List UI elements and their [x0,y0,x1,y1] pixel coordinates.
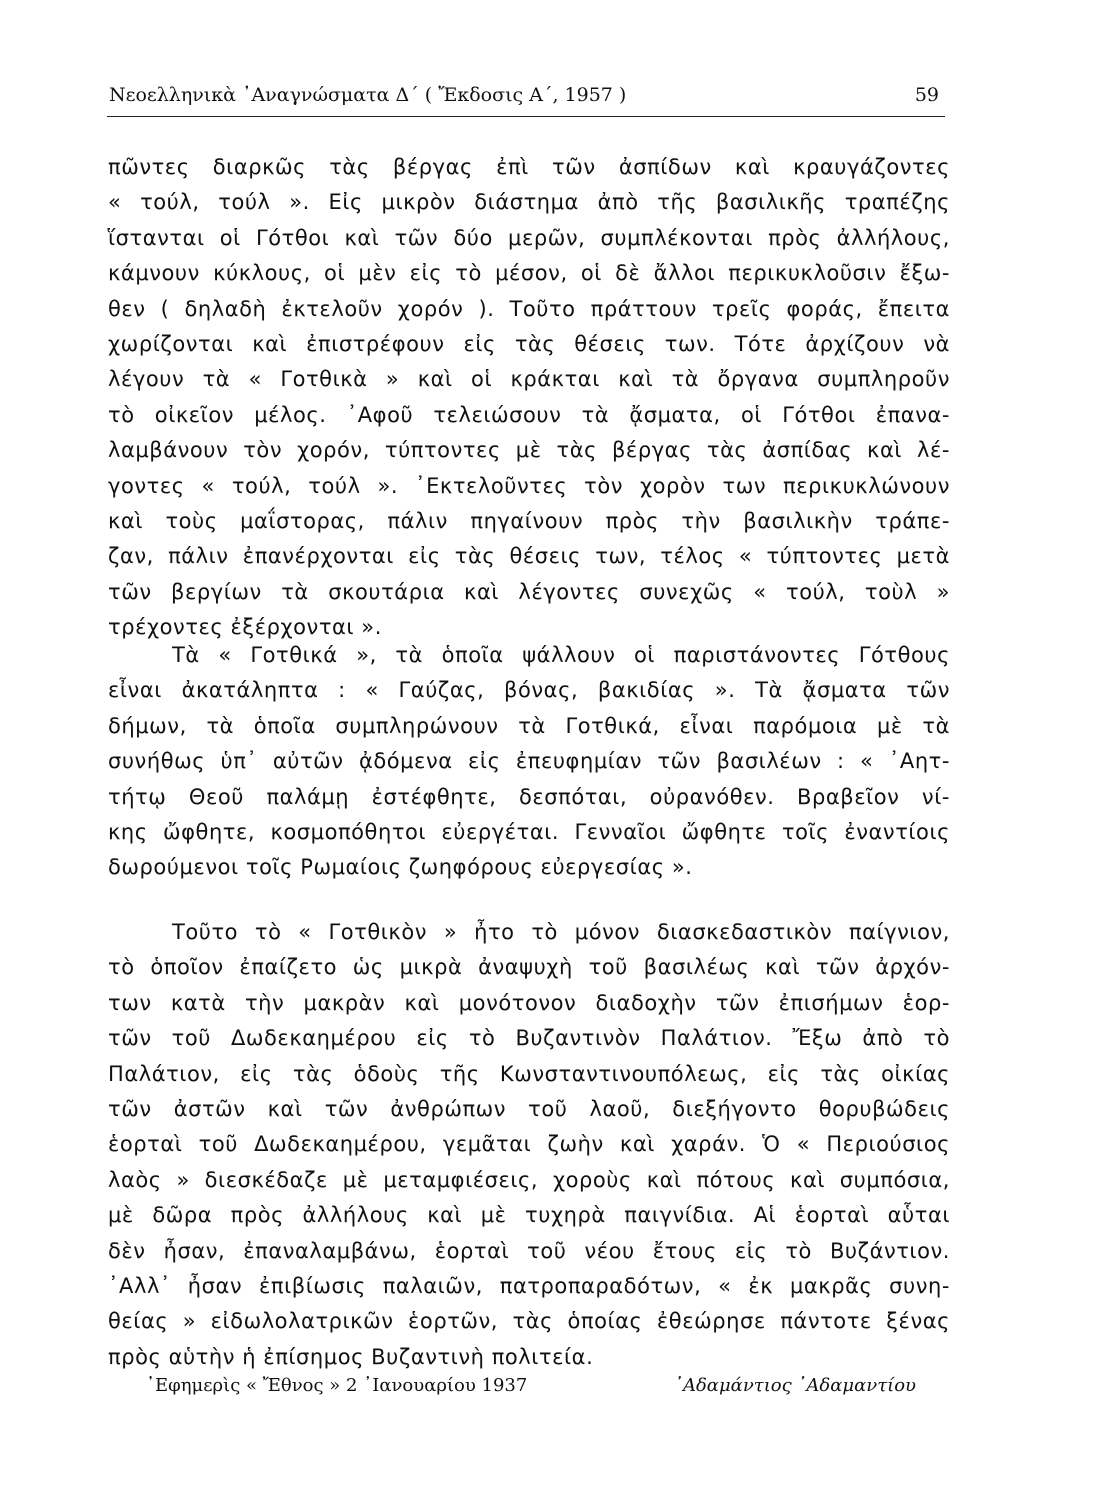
text-line: πῶντες διαρκῶς τὰς βέργας ἐπὶ τῶν ἀσπίδων καὶ κραυγάζοντες [108,155,950,179]
text-line: των κατὰ τὴν μακρὰν καὶ μονότονον διαδοχὴν τῶν ἐπισήμων ἑορ- [108,990,950,1015]
text-line: κάμνουν κύκλους, οἱ μὲν εἰς τὸ μέσον, οἱ δὲ ἄλλοι περικυκλοῦσιν ἔξω- [108,261,950,286]
text-line: δωρούμενοι τοῖς Ρωμαίοις ζωηφόρους εὐεργεσίας ». [108,855,693,880]
text-line: ἵστανται οἱ Γότθοι καὶ τῶν δύο μερῶν, συμπλέκονται πρὸς ἀλλήλους, [108,225,950,250]
text-line: « τούλ, τούλ ». Εἰς μικρὸν διάστημα ἀπὸ τῆς βασιλικῆς τραπέζης [108,190,950,215]
book-title: Νεοελληνικὰ ᾿Αναγνώσματα Δ΄ ( Ἔκδοσις Α΄, 1957 ) [109,84,627,106]
text-line: μὲ δῶρα πρὸς ἀλλήλους καὶ μὲ τυχηρὰ παιγνίδια. Αἱ ἑορταὶ αὗται [108,1203,950,1228]
text-line: Τὰ « Γοτθικά », τὰ ὁποῖα ψάλλουν οἱ παριστάνοντες Γότθους [172,643,950,667]
text-line: κης ὤφθητε, κοσμοπόθητοι εὐεργέται. Γενναῖοι ὤφθητε τοῖς ἐναντίοις [108,819,950,844]
text-line: λαμβάνουν τὸν χορόν, τύπτοντες μὲ τὰς βέργας τὰς ἀσπίδας καὶ λέ- [108,438,950,463]
text-line: τῶν ἀστῶν καὶ τῶν ἀνθρώπων τοῦ λαοῦ, διεξήγοντο θορυβώδεις [108,1096,950,1121]
text-line: τῶν βεργίων τὰ σκουτάρια καὶ λέγοντες συνεχῶς « τούλ, τοὺλ » [108,579,950,604]
text-line: τρέχοντες ἐξέρχονται ». [108,615,382,640]
author-name: ᾿Αδαμάντιος ᾿Αδαμαντίου [673,1375,916,1396]
text-line: εἶναι ἀκατάληπτα : « Γαύζας, βόνας, βακιδίας ». Τὰ ᾄσματα τῶν [108,678,950,703]
text-line: καὶ τοὺς μαΐστορας, πάλιν πηγαίνουν πρὸς τὴν βασιλικὴν τράπε- [108,508,950,533]
text-line: ἑορταὶ τοῦ Δωδεκαημέρου, γεμᾶται ζωὴν καὶ χαράν. Ὁ « Περιούσιος [108,1132,950,1157]
text-line: πρὸς αὑτὴν ἡ ἐπίσημος Βυζαντινὴ πολιτεία. [108,1344,594,1369]
text-line: δήμων, τὰ ὁποῖα συμπληρώνουν τὰ Γοτθικά, εἶναι παρόμοια μὲ τὰ [108,713,950,738]
paragraph-1 [108,150,950,645]
text-line: λέγουν τὰ « Γοτθικὰ » καὶ οἱ κράκται καὶ τὰ ὄργανα συμπληροῦν [108,367,950,392]
text-line: συνήθως ὑπ᾿ αὐτῶν ᾀδόμενα εἰς ἐπευφημίαν τῶν βασιλέων : « ᾿Αητ- [108,749,950,774]
text-line: τήτῳ Θεοῦ παλάμῃ ἐστέφθητε, δεσπόται, οὐρανόθεν. Βραβεῖον νί- [108,784,950,809]
text-line: θείας » εἰδωλολατρικῶν ἑορτῶν, τὰς ὁποίας ἐθεώρησε πάντοτε ξένας [108,1309,950,1334]
text-line: χωρίζονται καὶ ἐπιστρέφουν εἰς τὰς θέσεις των. Τότε ἀρχίζουν νὰ [108,331,950,356]
page-number: 59 [914,84,939,106]
text-line: Παλάτιον, εἰς τὰς ὁδοὺς τῆς Κωνσταντινουπόλεως, εἰς τὰς οἰκίας [108,1061,950,1086]
text-line: θεν ( δηλαδὴ ἐκτελοῦν χορόν ). Τοῦτο πράττουν τρεῖς φοράς, ἔπειτα [108,296,950,321]
text-line: γοντες « τούλ, τούλ ». ᾿Εκτελοῦντες τὸν χορὸν των περικυκλώνουν [108,473,950,498]
text-line: τὸ οἰκεῖον μέλος. ᾿Αφοῦ τελειώσουν τὰ ᾄσματα, οἱ Γότθοι ἐπανα- [108,402,950,427]
text-line: λαὸς » διεσκέδαζε μὲ μεταμφιέσεις, χοροὺς καὶ πότους καὶ συμπόσια, [108,1167,950,1192]
text-line: ᾿Αλλ᾿ ἦσαν ἐπιβίωσις παλαιῶν, πατροπαραδότων, « ἐκ μακρᾶς συνη- [108,1273,950,1298]
text-line: τὸ ὁποῖον ἐπαίζετο ὡς μικρὰ ἀναψυχὴ τοῦ βασιλέως καὶ τῶν ἀρχόν- [108,955,950,980]
text-line: Τοῦτο τὸ « Γοτθικὸν » ἦτο τὸ μόνον διασκεδαστικὸν παίγνιον, [172,920,950,944]
source-citation: ᾿Εφημερὶς « Ἔθνος » 2 ᾿Ιανουαρίου 1937 [146,1375,528,1396]
paragraph-3 [108,915,950,1375]
text-line: δὲν ἦσαν, ἐπαναλαμβάνω, ἑορταὶ τοῦ νέου ἔτους εἰς τὸ Βυζάντιον. [108,1238,950,1263]
text-line: ζαν, πάλιν ἐπανέρχονται εἰς τὰς θέσεις των, τέλος « τύπτοντες μετὰ [108,544,950,569]
attribution [146,1375,916,1401]
running-head [107,76,945,117]
paragraph-2 [108,638,950,886]
text-line: τῶν τοῦ Δωδεκαημέρου εἰς τὸ Βυζαντινὸν Παλάτιον. Ἔξω ἀπὸ τὸ [108,1026,950,1051]
